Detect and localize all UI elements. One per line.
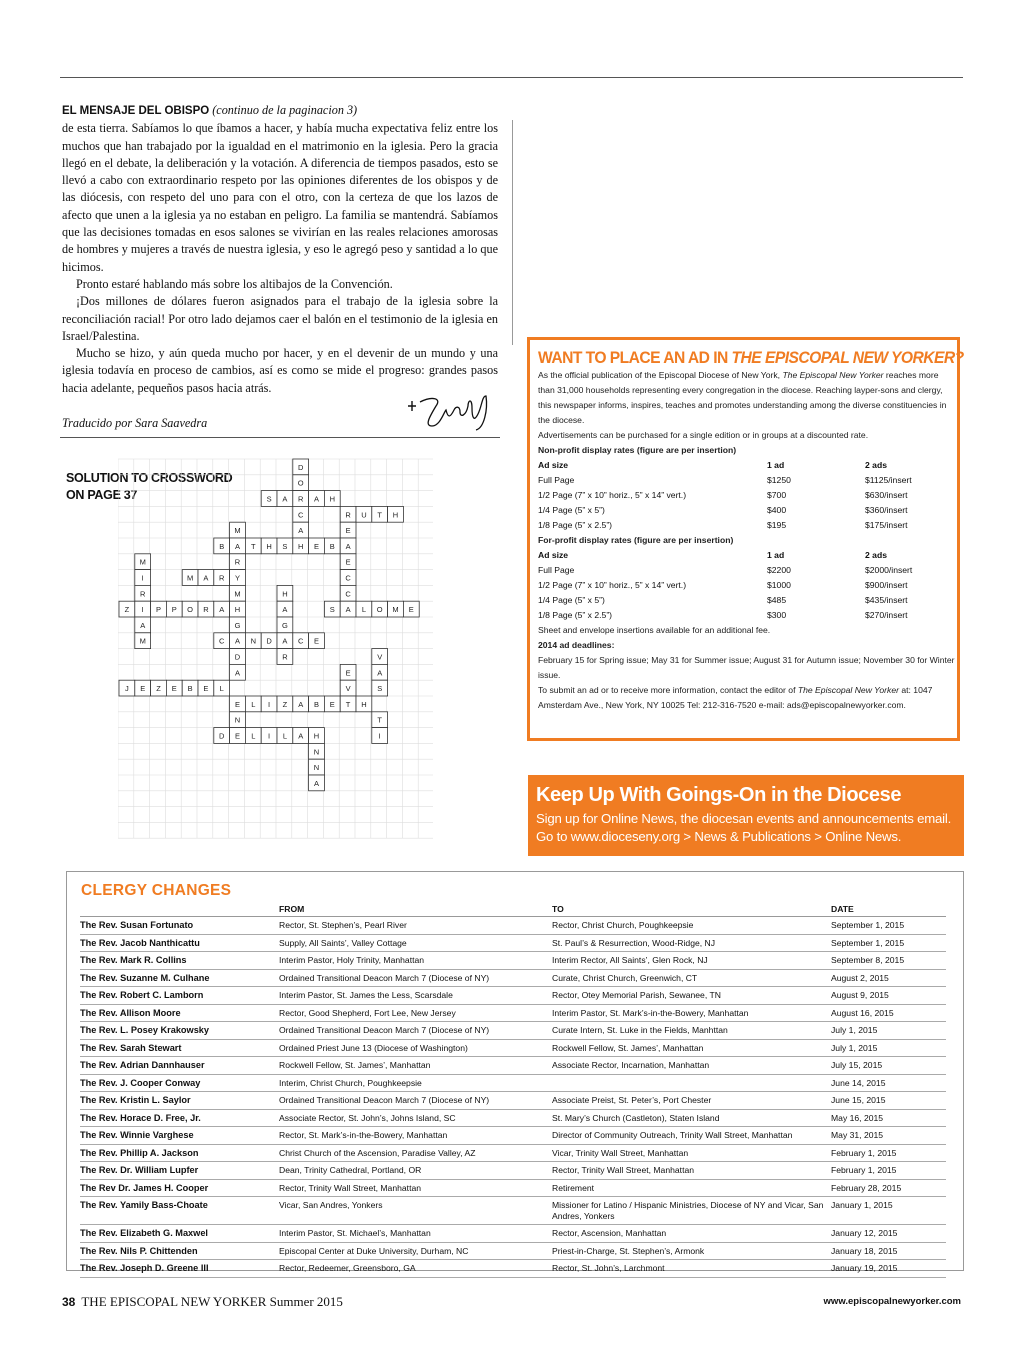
crossword-letter: B: [219, 541, 225, 551]
crossword-letter: H: [313, 731, 320, 741]
crossword-letter: V: [345, 684, 351, 694]
clergy-name-cell: The Rev. Mark R. Collins: [80, 952, 279, 970]
clergy-name-cell: The Rev. Suzanne M. Culhane: [80, 969, 279, 987]
crossword-letter: E: [345, 557, 351, 567]
nonprofit-rate-row: [538, 473, 957, 488]
table-row: [80, 1004, 946, 1022]
rate-cell: $435/insert: [865, 595, 908, 605]
crossword-letter: L: [282, 731, 287, 741]
crossword-letter: A: [219, 605, 225, 615]
crossword-letter: R: [345, 510, 351, 520]
crossword-letter: L: [219, 684, 224, 694]
crossword-letter: T: [377, 715, 382, 725]
nonprofit-rates-list: [538, 473, 957, 533]
rate-cell: 1/4 Page (5” x 5”): [538, 505, 605, 515]
clergy-name-cell: The Rev. Nils P. Chittenden: [80, 1242, 279, 1260]
crossword-letter: Z: [124, 605, 130, 615]
translator-credit: Traducido por Sara Saavedra: [62, 416, 208, 430]
clergy-date-cell: July 1, 2015: [831, 1022, 946, 1040]
crossword-letter: C: [345, 589, 351, 599]
ad-intro: As the official publication of the Episcopal Diocese of New York, The Episcopal New Yorker reaches more than 31,000 households representing every congregation in the diocese. Reaching layper-sons and clergy, this newspaper informs, inspires, teaches and promotes understanding among the diverse constituencies in the diocese.: [538, 370, 947, 425]
clergy-to-cell: Interim Pastor, St. Mark’s-in-the-Bowery, Manhattan: [552, 1004, 831, 1022]
article-paragraph: ¡Dos millones de dólares fueron asignados para el trabajo de la iglesia sobre la reconciliación racial! Por otro lado dejamos caer el balón en el testimonio de la iglesia en Israel/Palestina.: [62, 294, 498, 343]
clergy-to-cell: St. Mary’s Church (Castleton), Staten Island: [552, 1109, 831, 1127]
crossword-letter: B: [313, 699, 320, 709]
table-row: [80, 1127, 946, 1145]
ad-groups-note: Advertisements can be purchased for a single edition or in groups at a discounted rate.: [538, 430, 869, 440]
clergy-changes-box: [66, 871, 964, 1271]
nonprofit-rate-row: [538, 488, 957, 503]
crossword-letter: E: [171, 684, 177, 694]
clergy-from-cell: Rector, St. Stephen’s, Pearl River: [279, 917, 552, 935]
forprofit-rates-heading: For-profit display rates (figure are per insertion): [538, 535, 734, 545]
crossword-letter: L: [251, 731, 256, 741]
clergy-from-cell: Dean, Trinity Cathedral, Portland, OR: [279, 1162, 552, 1180]
crossword-letter: E: [329, 699, 335, 709]
crossword-letter: I: [268, 731, 271, 741]
crossword-letter: E: [313, 541, 320, 551]
clergy-to-cell: Rector, Otey Memorial Parish, Sewanee, TN: [552, 987, 831, 1005]
clergy-date-cell: June 15, 2015: [831, 1092, 946, 1110]
crossword-letter: A: [313, 778, 320, 788]
table-row: [80, 1260, 946, 1278]
crossword-letter: R: [282, 652, 288, 662]
forprofit-rate-row: [538, 578, 957, 593]
crossword-letter: A: [234, 636, 241, 646]
table-row: [80, 1242, 946, 1260]
clergy-from-cell: Interim Pastor, St. Michael’s, Manhattan: [279, 1225, 552, 1243]
clergy-to-cell: Rector, Christ Church, Poughkeepsie: [552, 917, 831, 935]
clergy-date-cell: September 1, 2015: [831, 934, 946, 952]
rate-cell: $630/insert: [865, 490, 908, 500]
table-row: [80, 917, 946, 935]
crossword-letter: L: [251, 699, 256, 709]
crossword-letter: N: [313, 747, 320, 757]
clergy-to-cell: St. Paul’s & Resurrection, Wood-Ridge, NJ: [552, 934, 831, 952]
clergy-name-cell: The Rev. Allison Moore: [80, 1004, 279, 1022]
table-row: [80, 1022, 946, 1040]
crossword-letter: S: [377, 684, 383, 694]
crossword-letter: H: [282, 589, 288, 599]
column-header-to: TO: [552, 902, 831, 917]
crossword-letter: H: [329, 494, 336, 504]
crossword-letter: H: [234, 605, 241, 615]
nonprofit-rate-row: [538, 503, 957, 518]
column-header-from: FROM: [279, 902, 552, 917]
crossword-letter: D: [234, 652, 241, 662]
table-row: [80, 1197, 946, 1225]
crossword-letter: M: [139, 557, 146, 567]
clergy-name-cell: The Rev Dr. James H. Cooper: [80, 1179, 279, 1197]
table-row: [80, 1092, 946, 1110]
crossword-letter: E: [234, 731, 241, 741]
article-paragraph: Pronto estaré hablando más sobre los altibajos de la Convención.: [76, 276, 393, 291]
crossword-letter: I: [141, 573, 144, 583]
crossword-letter: A: [140, 620, 146, 630]
crossword-letter: T: [251, 541, 256, 551]
clergy-date-cell: February 28, 2015: [831, 1179, 946, 1197]
table-row: [80, 1144, 946, 1162]
clergy-from-cell: Associate Rector, St. John’s, Johns Island, SC: [279, 1109, 552, 1127]
clergy-from-cell: Ordained Priest June 13 (Diocese of Washington): [279, 1039, 552, 1057]
clergy-name-cell: The Rev. Susan Fortunato: [80, 917, 279, 935]
clergy-date-cell: January 12, 2015: [831, 1225, 946, 1243]
footer-url: www.episcopalnewyorker.com: [823, 1296, 961, 1307]
crossword-letter: I: [378, 731, 381, 741]
clergy-name-cell: The Rev. Sarah Stewart: [80, 1039, 279, 1057]
clergy-from-cell: Interim Pastor, Holy Trinity, Manhattan: [279, 952, 552, 970]
clergy-date-cell: January 19, 2015: [831, 1260, 946, 1278]
crossword-letter: H: [266, 541, 272, 551]
clergy-date-cell: February 1, 2015: [831, 1162, 946, 1180]
crossword-letter: M: [139, 636, 146, 646]
crossword-solution-label: SOLUTION TO CROSSWORD ON PAGE 37: [66, 471, 233, 502]
clergy-to-cell: Vicar, Trinity Wall Street, Manhattan: [552, 1144, 831, 1162]
advertising-info-box: [527, 337, 964, 741]
article-continued: (continuo de la paginacion 3): [212, 103, 358, 117]
rate-cell: $175/insert: [865, 520, 908, 530]
crossword-letter: R: [297, 494, 304, 504]
clergy-date-cell: June 14, 2015: [831, 1074, 946, 1092]
table-row: [80, 969, 946, 987]
table-row: [80, 952, 946, 970]
crossword-letter: N: [313, 763, 320, 773]
crossword-letter: Y: [234, 573, 241, 583]
article-paragraph: de esta tierra. Sabíamos lo que íbamos a hacer, y había mucha expectativa feliz entre los muchos que han trabajado por la igualdad en el matrimonio en la iglesia. Pero la gracia llegó en el debate, la deliberación y la votación. A diferencia de tiempos pasados, esto se llevó a cabo con extraordinario respeto por las opiniones diferentes de los obispos y de las diócesis, con respeto del uno para con el otro, con la certeza de que los lazos de afecto que unen a la iglesia ya no estaban en peligro. La familia se mantendrá. Sabíamos que las decisiones tomadas en esos salones se vivirían en las reales relaciones amorosas de hombres y mujeres a través de nuestra iglesia, y eso le agregó peso y santidad a lo que hicimos.: [62, 121, 498, 274]
footer-folio: [62, 1294, 343, 1310]
signature-image: [402, 392, 492, 432]
clergy-from-cell: Vicar, San Andres, Yonkers: [279, 1197, 552, 1225]
crossword-letter: H: [297, 541, 304, 551]
crossword-letter: H: [361, 699, 367, 709]
crossword-letter: A: [313, 494, 320, 504]
crossword-letter: G: [234, 620, 241, 630]
nonprofit-rate-row: [538, 518, 957, 533]
clergy-date-cell: May 31, 2015: [831, 1127, 946, 1145]
crossword-letter: L: [361, 605, 366, 615]
top-rule: [60, 77, 963, 78]
rate-cell: $900/insert: [865, 580, 908, 590]
crossword-letter: A: [298, 526, 304, 536]
clergy-box-right-edge: [963, 871, 964, 1271]
table-row: [80, 1074, 946, 1092]
table-row: [80, 1225, 946, 1243]
crossword-letter: R: [234, 557, 241, 567]
clergy-changes-title: CLERGY CHANGES: [81, 882, 232, 899]
table-header-row: [80, 902, 946, 917]
article-bottom-rule: [60, 437, 500, 438]
crossword-letter: A: [298, 731, 304, 741]
deadlines-heading: 2014 ad deadlines:: [538, 640, 615, 650]
clergy-to-cell: Priest-in-Charge, St. Stephen’s, Armonk: [552, 1242, 831, 1260]
forprofit-rate-row: [538, 563, 957, 578]
clergy-date-cell: February 1, 2015: [831, 1144, 946, 1162]
crossword-letter: Z: [156, 684, 161, 694]
deadlines-text: February 15 for Spring issue; May 31 for Summer issue; August 31 for Autumn issue; November 30 for Winter issue.: [538, 655, 955, 680]
crossword-letter: G: [281, 620, 288, 630]
table-row: [80, 1039, 946, 1057]
rate-cell: $1000: [767, 580, 791, 590]
rate-cell: $2000/insert: [865, 565, 913, 575]
crossword-letter: E: [140, 684, 146, 694]
crossword-letter: C: [297, 636, 304, 646]
clergy-date-cell: August 9, 2015: [831, 987, 946, 1005]
crossword-letter: E: [345, 526, 351, 536]
clergy-name-cell: The Rev. Jacob Nanthicattu: [80, 934, 279, 952]
rate-cell: 1/8 Page (5” x 2.5”): [538, 520, 613, 530]
crossword-letter: O: [297, 478, 304, 488]
clergy-from-cell: Episcopal Center at Duke University, Durham, NC: [279, 1242, 552, 1260]
clergy-to-cell: Curate Intern, St. Luke in the Fields, Manhttan: [552, 1022, 831, 1040]
clergy-name-cell: The Rev. Yamily Bass-Choate: [80, 1197, 279, 1225]
clergy-to-cell: [552, 1074, 831, 1092]
clergy-name-cell: The Rev. Phillip A. Jackson: [80, 1144, 279, 1162]
rate-cell: $1250: [767, 475, 791, 485]
clergy-date-cell: September 1, 2015: [831, 917, 946, 935]
clergy-to-cell: Retirement: [552, 1179, 831, 1197]
column-header-date: DATE: [831, 902, 946, 917]
crossword-letter: C: [345, 573, 351, 583]
column-divider: [512, 120, 513, 345]
crossword-letter: M: [234, 526, 241, 536]
crossword-letter: B: [187, 684, 193, 694]
clergy-to-cell: Interim Rector, All Saints’, Glen Rock, NJ: [552, 952, 831, 970]
clergy-name-cell: The Rev. Winnie Varghese: [80, 1127, 279, 1145]
crossword-letter: M: [234, 589, 241, 599]
clergy-date-cell: May 16, 2015: [831, 1109, 946, 1127]
clergy-from-cell: Rector, Trinity Wall Street, Manhattan: [279, 1179, 552, 1197]
rate-cell: Full Page: [538, 475, 575, 485]
column-header: [80, 902, 279, 917]
clergy-from-cell: Ordained Transitional Deacon March 7 (Diocese of NY): [279, 1022, 552, 1040]
crossword-letter: R: [203, 605, 209, 615]
crossword-letter: N: [250, 636, 257, 646]
rate-cell: $2200: [767, 565, 791, 575]
keep-up-body: Sign up for Online News, the diocesan events and announcements email. Go to www.dioceseny.org > News & Publications > Online News.: [536, 811, 952, 844]
clergy-from-cell: Interim Pastor, St. James the Less, Scarsdale: [279, 987, 552, 1005]
clergy-from-cell: Supply, All Saints’, Valley Cottage: [279, 934, 552, 952]
crossword-letter: P: [155, 605, 162, 615]
crossword-letter: H: [392, 510, 399, 520]
clergy-name-cell: The Rev. J. Cooper Conway: [80, 1074, 279, 1092]
crossword-letter: U: [361, 510, 367, 520]
table-row: [80, 1109, 946, 1127]
crossword-letter: C: [218, 636, 225, 646]
clergy-date-cell: January 18, 2015: [831, 1242, 946, 1260]
crossword-letter: P: [171, 605, 177, 615]
rate-cell: $400: [767, 505, 787, 515]
clergy-from-cell: Rockwell Fellow, St. James’, Manhattan: [279, 1057, 552, 1075]
rate-cell: 1/2 Page (7” x 10” horiz., 5” x 14” vert.): [538, 490, 687, 500]
crossword-letter: Z: [282, 699, 288, 709]
crossword-letter: D: [218, 731, 225, 741]
crossword-letter: T: [377, 510, 382, 520]
crossword-letter: E: [345, 668, 351, 678]
keep-up-title: Keep Up With Goings-On in the Diocese: [536, 784, 902, 806]
crossword-letter: N: [234, 715, 241, 725]
clergy-date-cell: August 16, 2015: [831, 1004, 946, 1022]
crossword-letter: O: [187, 605, 194, 615]
clergy-from-cell: Christ Church of the Ascension, Paradise Valley, AZ: [279, 1144, 552, 1162]
article-head: EL MENSAJE DEL OBISPO: [62, 105, 210, 117]
clergy-to-cell: Curate, Christ Church, Greenwich, CT: [552, 969, 831, 987]
rate-cell: 1/2 Page (7” x 10” horiz., 5” x 14” vert.): [538, 580, 687, 590]
rate-cell: 1/4 Page (5” x 5”): [538, 595, 605, 605]
forprofit-rate-row: [538, 593, 957, 608]
clergy-date-cell: September 8, 2015: [831, 952, 946, 970]
clergy-to-cell: Missioner for Latino / Hispanic Ministries, Diocese of NY and Vicar, San Andres, Yonkers: [552, 1197, 831, 1225]
table-row: [80, 934, 946, 952]
rates-header-row: Ad size 1 ad 2 ads: [538, 550, 887, 560]
crossword-grid: [118, 455, 433, 845]
crossword-letter: A: [345, 541, 351, 551]
crossword-letter: C: [297, 510, 304, 520]
crossword-letter: I: [141, 605, 144, 615]
crossword-letter: S: [266, 494, 272, 504]
clergy-to-cell: Rockwell Fellow, St. James’, Manhattan: [552, 1039, 831, 1057]
crossword-letter: T: [345, 699, 351, 709]
crossword-letter: J: [125, 684, 129, 694]
forprofit-rates-list: [538, 563, 957, 623]
clergy-from-cell: Rector, St. Mark’s-in-the-Bowery, Manhattan: [279, 1127, 552, 1145]
rate-cell: Full Page: [538, 565, 575, 575]
publication-name: THE EPISCOPAL NEW YORKER Summer 2015: [81, 1294, 343, 1309]
forprofit-rate-row: [538, 608, 957, 623]
clergy-from-cell: Ordained Transitional Deacon March 7 (Diocese of NY): [279, 1092, 552, 1110]
crossword-letter: V: [377, 652, 383, 662]
clergy-name-cell: The Rev. L. Posey Krakowsky: [80, 1022, 279, 1040]
crossword-letter: O: [376, 605, 383, 615]
crossword-letter: M: [186, 573, 194, 583]
ad-title: WANT TO PLACE AN AD IN THE EPISCOPAL NEW YORKER?: [538, 348, 964, 367]
crossword-letter: E: [203, 684, 209, 694]
crossword-letter: M: [392, 605, 399, 615]
clergy-name-cell: The Rev. Kristin L. Saylor: [80, 1092, 279, 1110]
clergy-from-cell: Interim, Christ Church, Poughkeepsie: [279, 1074, 552, 1092]
clergy-to-cell: Rector, Trinity Wall Street, Manhattan: [552, 1162, 831, 1180]
clergy-from-cell: Ordained Transitional Deacon March 7 (Diocese of NY): [279, 969, 552, 987]
clergy-name-cell: The Rev. Adrian Dannhauser: [80, 1057, 279, 1075]
table-row: [80, 1162, 946, 1180]
crossword-letter: R: [218, 573, 225, 583]
rate-cell: $360/insert: [865, 505, 908, 515]
clergy-to-cell: Director of Community Outreach, Trinity Wall Street, Manhattan: [552, 1127, 831, 1145]
clergy-changes-table: [80, 902, 946, 1278]
nonprofit-rates-heading: Non-profit display rates (figure are per insertion): [538, 445, 737, 455]
clergy-name-cell: The Rev. Joseph D. Greene III: [80, 1260, 279, 1278]
clergy-name-cell: The Rev. Dr. William Lupfer: [80, 1162, 279, 1180]
clergy-to-cell: Rector, Ascension, Manhattan: [552, 1225, 831, 1243]
rate-cell: $700: [767, 490, 787, 500]
bishop-message-article: [62, 102, 498, 397]
clergy-date-cell: August 2, 2015: [831, 969, 946, 987]
envelope-note: Sheet and envelope insertions available for an additional fee.: [538, 625, 771, 635]
clergy-name-cell: The Rev. Horace D. Free, Jr.: [80, 1109, 279, 1127]
crossword-letter: A: [203, 573, 209, 583]
clergy-name-cell: The Rev. Elizabeth G. Maxwel: [80, 1225, 279, 1243]
crossword-letter: A: [345, 605, 351, 615]
clergy-to-cell: Associate Rector, Incarnation, Manhattan: [552, 1057, 831, 1075]
table-row: [80, 1179, 946, 1197]
crossword-letter: D: [297, 462, 304, 472]
rate-cell: $485: [767, 595, 787, 605]
crossword-letter: A: [282, 494, 288, 504]
crossword-letter: A: [282, 605, 288, 615]
rate-cell: $270/insert: [865, 610, 908, 620]
crossword-letter: E: [408, 605, 414, 615]
crossword-letter: A: [234, 668, 241, 678]
crossword-letter: R: [139, 589, 146, 599]
clergy-to-cell: Rector, St. John’s, Larchmont: [552, 1260, 831, 1278]
contact-text: To submit an ad or to receive more information, contact the editor of The Episcopal New Yorker at: 1047 Amsterdam Ave., New York, NY 10025 Tel: 212-316-7520 e-mail: ads@episcopalnewyorker.com.: [538, 685, 933, 710]
clergy-name-cell: The Rev. Robert C. Lamborn: [80, 987, 279, 1005]
crossword-letter: A: [282, 636, 288, 646]
rates-header-row: Ad size 1 ad 2 ads: [538, 460, 887, 470]
clergy-date-cell: January 1, 2015: [831, 1197, 946, 1225]
rate-cell: $1125/insert: [865, 475, 912, 485]
crossword-letter: B: [329, 541, 335, 551]
rate-cell: 1/8 Page (5” x 2.5”): [538, 610, 613, 620]
crossword-letter: E: [234, 699, 241, 709]
page-number: 38: [62, 1295, 76, 1309]
clergy-from-cell: Rector, Good Shepherd, Fort Lee, New Jersey: [279, 1004, 552, 1022]
article-paragraph: Mucho se hizo, y aún queda mucho por hacer, y en el devenir de un mundo y una iglesia todavía en proceso de cambios, así es como se mide el progreso: grandes pasos hacia adelante, pequeños pasos hacia atrás.: [62, 346, 498, 395]
clergy-from-cell: Rector, Redeemer, Greensboro, GA: [279, 1260, 552, 1278]
clergy-date-cell: July 1, 2015: [831, 1039, 946, 1057]
crossword-letter: I: [268, 699, 271, 709]
crossword-letter: E: [313, 636, 320, 646]
crossword-letter: A: [234, 541, 241, 551]
crossword-letter: A: [298, 699, 304, 709]
clergy-date-cell: July 15, 2015: [831, 1057, 946, 1075]
crossword-letter: S: [329, 605, 335, 615]
clergy-to-cell: Associate Preist, St. Peter’s, Port Chester: [552, 1092, 831, 1110]
table-row: [80, 1057, 946, 1075]
keep-up-banner: [528, 775, 964, 856]
rate-cell: $300: [767, 610, 787, 620]
rate-cell: $195: [767, 520, 787, 530]
table-row: [80, 987, 946, 1005]
crossword-letter: S: [282, 541, 288, 551]
crossword-letter: D: [266, 636, 272, 646]
crossword-letter: A: [377, 668, 383, 678]
